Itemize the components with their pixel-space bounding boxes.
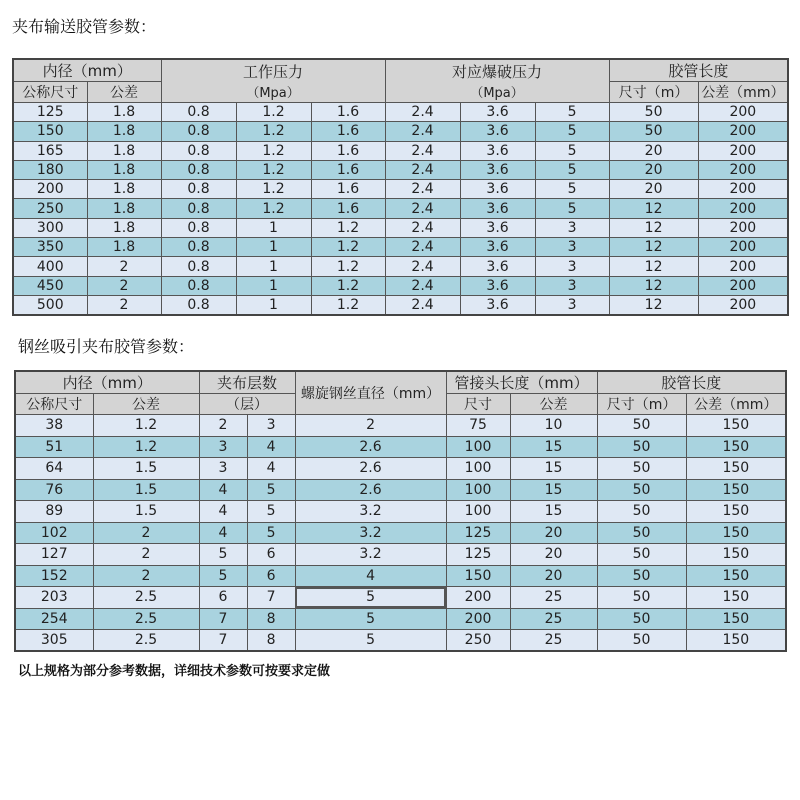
header-hose-length: 胶管长度: [597, 371, 786, 394]
table-cell: 5: [295, 587, 446, 609]
table-cell: 100: [446, 479, 510, 501]
footnote: 以上规格为部分参考数据，详细技术参数可按要求定做: [18, 664, 331, 679]
table2-body: [15, 415, 786, 652]
table-cell: 1: [236, 238, 311, 257]
table-cell: 1.8: [87, 122, 161, 141]
table-cell: 50: [597, 458, 686, 480]
table-cell: 3: [199, 436, 247, 458]
table-cell: 5: [535, 122, 609, 141]
table-cell: 6: [247, 544, 295, 566]
header-fitting-length: 管接头长度（mm）: [446, 371, 597, 394]
table-cell: 127: [15, 544, 93, 566]
table1-title: 夹布输送胶管参数：: [12, 17, 157, 36]
table-cell: 3: [535, 295, 609, 314]
table-cell: 2.4: [385, 218, 460, 237]
table1-body: [13, 103, 788, 315]
table-cell: 5: [247, 501, 295, 523]
header-burst-pressure: [385, 59, 609, 103]
table-cell: 150: [686, 415, 786, 437]
table-cell: 200: [698, 180, 788, 199]
table-cell: 7: [199, 608, 247, 630]
table-row: [15, 522, 786, 544]
table-cell: 1.5: [93, 479, 199, 501]
table-cell: 76: [15, 479, 93, 501]
table-cell: 150: [686, 501, 786, 523]
header-working-pressure-label: 工作压力: [243, 63, 304, 81]
table-cell: 7: [247, 587, 295, 609]
table-cell: 200: [698, 276, 788, 295]
table-cell: 1.8: [87, 141, 161, 160]
table-cell: 350: [13, 238, 87, 257]
table-row: [13, 160, 788, 179]
table-cell: 1.8: [87, 160, 161, 179]
table-cell: 12: [609, 295, 698, 314]
table-cell: 0.8: [161, 257, 236, 276]
table-cell: 0.8: [161, 276, 236, 295]
table-cell: 2: [93, 565, 199, 587]
table-cell: 3: [535, 238, 609, 257]
table-cell: 125: [446, 544, 510, 566]
table-cell: 0.8: [161, 199, 236, 218]
table-cell: 2.4: [385, 122, 460, 141]
header-wire-diameter: 螺旋钢丝直径（mm）: [295, 371, 446, 415]
table-cell: 3.6: [460, 180, 535, 199]
table-cell: 1.5: [93, 458, 199, 480]
header-nominal-size: 公称尺寸: [13, 82, 87, 103]
header-burst-pressure-label: 对应爆破压力: [452, 63, 543, 81]
table-cell: 3: [535, 218, 609, 237]
table-row: [13, 238, 788, 257]
table-cell: 3.6: [460, 295, 535, 314]
table-cell: 50: [597, 436, 686, 458]
table-cell: 3.6: [460, 276, 535, 295]
table-cell: 0.8: [161, 122, 236, 141]
table-cell: 2.6: [295, 479, 446, 501]
table-cell: 450: [13, 276, 87, 295]
table-cell: 5: [535, 199, 609, 218]
table-cell: 75: [446, 415, 510, 437]
table-cell: 200: [698, 257, 788, 276]
table-cell: 150: [686, 544, 786, 566]
table-cell: 1.8: [87, 238, 161, 257]
header-size-m: 尺寸（m）: [597, 394, 686, 415]
header-size-m: 尺寸（m）: [609, 82, 698, 103]
suction-hose-table: [14, 370, 787, 652]
table-row: [13, 199, 788, 218]
table-cell: 400: [13, 257, 87, 276]
table-cell: 2.4: [385, 295, 460, 314]
table-cell: 3.6: [460, 238, 535, 257]
table-cell: 12: [609, 218, 698, 237]
table-cell: 5: [247, 522, 295, 544]
table-cell: 3.6: [460, 218, 535, 237]
table-cell: 150: [686, 436, 786, 458]
table-cell: 2.4: [385, 276, 460, 295]
header-ply-count: 夹布层数: [199, 371, 295, 394]
header-tolerance-mm: 公差（mm）: [686, 394, 786, 415]
table-cell: 2: [295, 415, 446, 437]
table-cell: 1.2: [93, 415, 199, 437]
table-cell: 5: [535, 103, 609, 122]
table-cell: 50: [597, 522, 686, 544]
header-ply-unit: （层）: [199, 394, 295, 415]
table-cell: 50: [609, 122, 698, 141]
table-cell: 203: [15, 587, 93, 609]
table-cell: 2.5: [93, 630, 199, 652]
table-cell: 3.2: [295, 522, 446, 544]
table-cell: 2.4: [385, 199, 460, 218]
table-cell: 20: [609, 141, 698, 160]
table-cell: 15: [510, 458, 597, 480]
table-cell: 150: [686, 630, 786, 652]
table-cell: 100: [446, 458, 510, 480]
table-row: [13, 180, 788, 199]
table-cell: 3.6: [460, 141, 535, 160]
table-cell: 1.2: [93, 436, 199, 458]
table-row: [15, 458, 786, 480]
table-row: [13, 103, 788, 122]
table-cell: 50: [597, 608, 686, 630]
table-cell: 150: [446, 565, 510, 587]
table-cell: 15: [510, 501, 597, 523]
header-size: 尺寸: [446, 394, 510, 415]
table-cell: 150: [686, 522, 786, 544]
table-cell: 3.2: [295, 501, 446, 523]
table-cell: 1.5: [93, 501, 199, 523]
table-cell: 5: [535, 180, 609, 199]
table-cell: 200: [698, 141, 788, 160]
table-row: [15, 501, 786, 523]
table-row: [15, 436, 786, 458]
table-cell: 3: [199, 458, 247, 480]
table-cell: 3: [535, 276, 609, 295]
table-cell: 50: [597, 479, 686, 501]
table-cell: 250: [13, 199, 87, 218]
table-cell: 0.8: [161, 160, 236, 179]
table-cell: 1.6: [311, 180, 385, 199]
header-working-pressure: [161, 59, 385, 103]
table-cell: 1.2: [311, 238, 385, 257]
table-cell: 125: [446, 522, 510, 544]
table-cell: 20: [510, 544, 597, 566]
table-cell: 150: [686, 608, 786, 630]
table-row: [15, 479, 786, 501]
table-cell: 20: [510, 565, 597, 587]
table-cell: 2: [87, 295, 161, 314]
table-cell: 25: [510, 608, 597, 630]
table-cell: 1.8: [87, 199, 161, 218]
table-cell: 2: [87, 276, 161, 295]
header-inner-diameter: 内径（mm）: [13, 59, 161, 82]
table-cell: 200: [698, 160, 788, 179]
table-cell: 165: [13, 141, 87, 160]
conveyor-hose-table: [12, 58, 789, 316]
table-cell: 2.6: [295, 436, 446, 458]
table-cell: 20: [609, 160, 698, 179]
table-cell: 1.2: [236, 103, 311, 122]
table-cell: 15: [510, 479, 597, 501]
table-cell: 200: [13, 180, 87, 199]
table-cell: 20: [510, 522, 597, 544]
table-cell: 1: [236, 295, 311, 314]
table-cell: 8: [247, 630, 295, 652]
table-cell: 250: [446, 630, 510, 652]
table-cell: 1.2: [311, 295, 385, 314]
table-cell: 50: [597, 565, 686, 587]
table-cell: 1.2: [311, 218, 385, 237]
table-cell: 50: [609, 103, 698, 122]
table-cell: 4: [295, 565, 446, 587]
table-cell: 0.8: [161, 238, 236, 257]
header-working-pressure-unit: （Mpa）: [246, 86, 300, 101]
table-cell: 2: [199, 415, 247, 437]
table-cell: 2: [93, 522, 199, 544]
table-cell: 50: [597, 587, 686, 609]
table-cell: 3.6: [460, 122, 535, 141]
header-hose-length: 胶管长度: [609, 59, 788, 82]
table-cell: 2.4: [385, 238, 460, 257]
table-cell: 3: [535, 257, 609, 276]
table-cell: 1.2: [236, 180, 311, 199]
table-cell: 500: [13, 295, 87, 314]
table-row: [13, 257, 788, 276]
table-cell: 0.8: [161, 295, 236, 314]
table-cell: 4: [247, 436, 295, 458]
table-cell: 200: [698, 238, 788, 257]
header-tolerance-mm: 公差（mm）: [698, 82, 788, 103]
table-cell: 1.2: [311, 257, 385, 276]
table-cell: 3.2: [295, 544, 446, 566]
table-cell: 50: [597, 415, 686, 437]
table-cell: 1.6: [311, 160, 385, 179]
table-cell: 300: [13, 218, 87, 237]
table-cell: 180: [13, 160, 87, 179]
table-cell: 2: [93, 544, 199, 566]
table-cell: 0.8: [161, 141, 236, 160]
table-cell: 0.8: [161, 180, 236, 199]
table-cell: 5: [199, 565, 247, 587]
table-cell: 200: [698, 218, 788, 237]
table-cell: 3.6: [460, 199, 535, 218]
table-cell: 100: [446, 501, 510, 523]
table-cell: 15: [510, 436, 597, 458]
header-tolerance: 公差: [87, 82, 161, 103]
table-cell: 2.4: [385, 103, 460, 122]
header-nominal-size: 公称尺寸: [15, 394, 93, 415]
table-cell: 3.6: [460, 160, 535, 179]
table-cell: 5: [199, 544, 247, 566]
table-cell: 25: [510, 630, 597, 652]
table-cell: 102: [15, 522, 93, 544]
table-cell: 0.8: [161, 218, 236, 237]
table2-title: 钢丝吸引夹布胶管参数：: [18, 337, 195, 356]
table-cell: 6: [247, 565, 295, 587]
table-cell: 150: [686, 565, 786, 587]
table-cell: 4: [199, 479, 247, 501]
table-cell: 2.5: [93, 587, 199, 609]
table-row: [15, 608, 786, 630]
table-cell: 200: [698, 199, 788, 218]
table-cell: 50: [597, 501, 686, 523]
table-cell: 200: [698, 103, 788, 122]
table-cell: 4: [199, 501, 247, 523]
table-cell: 152: [15, 565, 93, 587]
table-cell: 50: [597, 630, 686, 652]
header-inner-diameter: 内径（mm）: [15, 371, 199, 394]
table-cell: 25: [510, 587, 597, 609]
table-row: [15, 565, 786, 587]
table-row: [13, 122, 788, 141]
table-cell: 200: [698, 122, 788, 141]
table-cell: 1.2: [236, 141, 311, 160]
table-cell: 12: [609, 276, 698, 295]
table-cell: 2.5: [93, 608, 199, 630]
table-cell: 1.6: [311, 199, 385, 218]
header-burst-pressure-unit: （Mpa）: [470, 86, 524, 101]
table-cell: 150: [686, 479, 786, 501]
table-cell: 2.4: [385, 160, 460, 179]
table-cell: 5: [295, 630, 446, 652]
table-cell: 1.6: [311, 103, 385, 122]
table-cell: 1: [236, 276, 311, 295]
table-cell: 7: [199, 630, 247, 652]
table-cell: 4: [199, 522, 247, 544]
table-row: [13, 218, 788, 237]
table-cell: 5: [535, 141, 609, 160]
table-cell: 12: [609, 199, 698, 218]
table-cell: 1: [236, 218, 311, 237]
table-row: [15, 544, 786, 566]
table-cell: 1.2: [236, 199, 311, 218]
table-cell: 1.6: [311, 141, 385, 160]
table-cell: 1.8: [87, 180, 161, 199]
table-cell: 5: [535, 160, 609, 179]
table-cell: 1.2: [311, 276, 385, 295]
table-cell: 89: [15, 501, 93, 523]
table-cell: 3.6: [460, 103, 535, 122]
table-cell: 150: [686, 587, 786, 609]
table-cell: 150: [13, 122, 87, 141]
table-cell: 2: [87, 257, 161, 276]
table-cell: 1.8: [87, 103, 161, 122]
table-cell: 200: [698, 295, 788, 314]
table-cell: 100: [446, 436, 510, 458]
table-cell: 1: [236, 257, 311, 276]
table-cell: 51: [15, 436, 93, 458]
table-cell: 1.8: [87, 218, 161, 237]
table-cell: 8: [247, 608, 295, 630]
table-cell: 200: [446, 608, 510, 630]
table-cell: 2.4: [385, 141, 460, 160]
table-cell: 5: [295, 608, 446, 630]
table-cell: 2.6: [295, 458, 446, 480]
header-tolerance-2: 公差: [510, 394, 597, 415]
table-cell: 20: [609, 180, 698, 199]
table-row: [13, 141, 788, 160]
table-cell: 3.6: [460, 257, 535, 276]
table-cell: 3: [247, 415, 295, 437]
table-cell: 5: [247, 479, 295, 501]
table-row: [15, 630, 786, 652]
table-row: [15, 415, 786, 437]
table-cell: 6: [199, 587, 247, 609]
header-tolerance: 公差: [93, 394, 199, 415]
table-cell: 200: [446, 587, 510, 609]
table-cell: 12: [609, 257, 698, 276]
table-cell: 10: [510, 415, 597, 437]
table-cell: 1.2: [236, 160, 311, 179]
table-row: [13, 276, 788, 295]
table-cell: 254: [15, 608, 93, 630]
table-cell: 305: [15, 630, 93, 652]
table-cell: 125: [13, 103, 87, 122]
table-cell: 0.8: [161, 103, 236, 122]
table-cell: 1.2: [236, 122, 311, 141]
table-row: [15, 587, 786, 609]
table-cell: 2.4: [385, 257, 460, 276]
table-cell: 1.6: [311, 122, 385, 141]
table-row: [13, 295, 788, 314]
table-cell: 4: [247, 458, 295, 480]
table-cell: 50: [597, 544, 686, 566]
table-cell: 38: [15, 415, 93, 437]
table-cell: 64: [15, 458, 93, 480]
table-cell: 12: [609, 238, 698, 257]
table-cell: 150: [686, 458, 786, 480]
table-cell: 2.4: [385, 180, 460, 199]
